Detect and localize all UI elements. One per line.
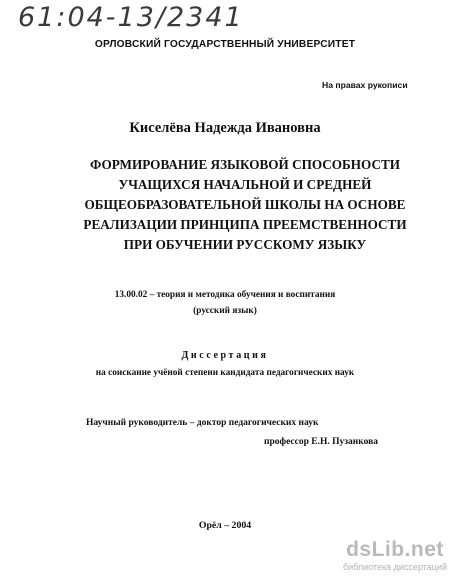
specialty-note: (русский язык) [193,306,257,316]
specialty-block [60,287,390,319]
title-line: ФОРМИРОВАНИЕ ЯЗЫКОВОЙ СПОСОБНОСТИ [89,157,401,172]
document-type: Диссертация [181,350,269,361]
degree-description: на соискание учёной степени кандидата педагогических наук [95,368,355,378]
watermark [340,538,450,573]
specialty-code: 13.00.02 – теория и методика обучения и воспитания [114,290,336,300]
city-year: Орёл – 2004 [198,520,252,531]
title-line: РЕАЛИЗАЦИИ ПРИНЦИПА ПРЕЕМСТВЕННОСТИ [83,217,407,232]
handwritten-catalog-number: 61:04-13/2341 [18,2,244,33]
university-name: ОРЛОВСКИЙ ГОСУДАРСТВЕННЫЙ УНИВЕРСИТЕТ [94,39,356,50]
title-line: ОБЩЕОБРАЗОВАТЕЛЬНОЙ ШКОЛЫ НА ОСНОВЕ [84,197,406,212]
title-line: УЧАЩИХСЯ НАЧАЛЬНОЙ И СРЕДНЕЙ [118,177,372,192]
dissertation-title [80,155,410,255]
manuscript-rights-note: На правах рукописи [322,80,408,90]
author-name: Киселёва Надежда Ивановна [129,120,321,136]
watermark-logo: dsLib.net [346,538,444,561]
watermark-subtitle: библиотека диссертаций [342,562,447,572]
supervisor-title: Научный руководитель – доктор педагогических наук [86,418,319,428]
supervisor-name: профессор Е.Н. Пузанкова [264,437,379,447]
title-line: ПРИ ОБУЧЕНИИ РУССКОМУ ЯЗЫКУ [123,237,367,252]
